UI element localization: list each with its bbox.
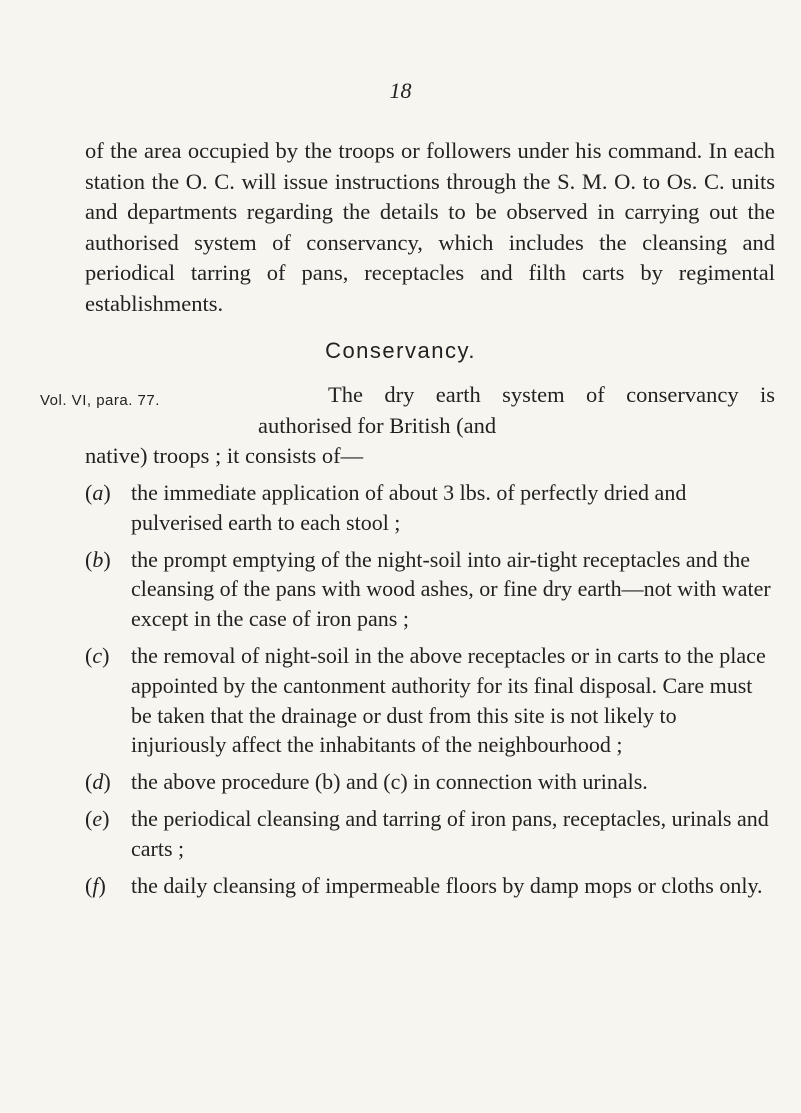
item-text: the immediate application of about 3 lbs. of perfectly dried and pulverised earth to each stool ; [131,480,687,535]
item-text: the prompt emptying of the night-soil into air-tight receptacles and the cleansing of the pans with wood ashes, or fine dry earth—not with water except in the case of iron pans ; [131,546,771,632]
lead-paragraph-continuation: native) troops ; it consists of— [85,443,364,468]
item-label: (d) [85,769,111,795]
list-item [85,478,775,538]
list-item [85,871,775,901]
item-label: (a) [85,480,111,505]
item-label: (b) [85,546,111,572]
list-item [85,767,775,797]
marginal-reference: Vol. VI, para. 77. [40,392,160,409]
list-item [85,804,775,864]
page-number: 18 [389,78,412,103]
item-label: (c) [85,642,110,668]
conservancy-list [85,478,775,907]
item-text: the removal of night-soil in the above receptacles or in carts to the place appointed by the cantonment authority for its final disposal. Care must be taken that the drainage or dust from this site is not likely to injuriously affect the inhabitants of the neighbourhood ; [131,642,766,758]
list-item [85,545,775,634]
item-label: (f) [85,872,106,898]
lead-paragraph: The dry earth system of conservancy is authorised for British (and [258,382,775,438]
item-label: (e) [85,805,110,831]
item-text: the periodical cleansing and tarring of iron pans, receptacles, urinals and carts ; [131,805,769,861]
section-heading: Conservancy. [325,338,476,363]
intro-paragraph: of the area occupied by the troops or followers under his command. In each station the O. C. will issue instructions through the S. M. O. to Os. C. units and departments regarding the details to be observed in carrying out the authorised system of conservancy, which includes the cleansing and periodical tarring of pans, receptacles and filth carts by regimental establishments. [85,138,775,316]
item-text: the daily cleansing of impermeable floors by damp mops or cloths only. [131,872,763,898]
item-text: the above procedure (b) and (c) in connection with urinals. [131,769,648,795]
list-item [85,641,775,760]
